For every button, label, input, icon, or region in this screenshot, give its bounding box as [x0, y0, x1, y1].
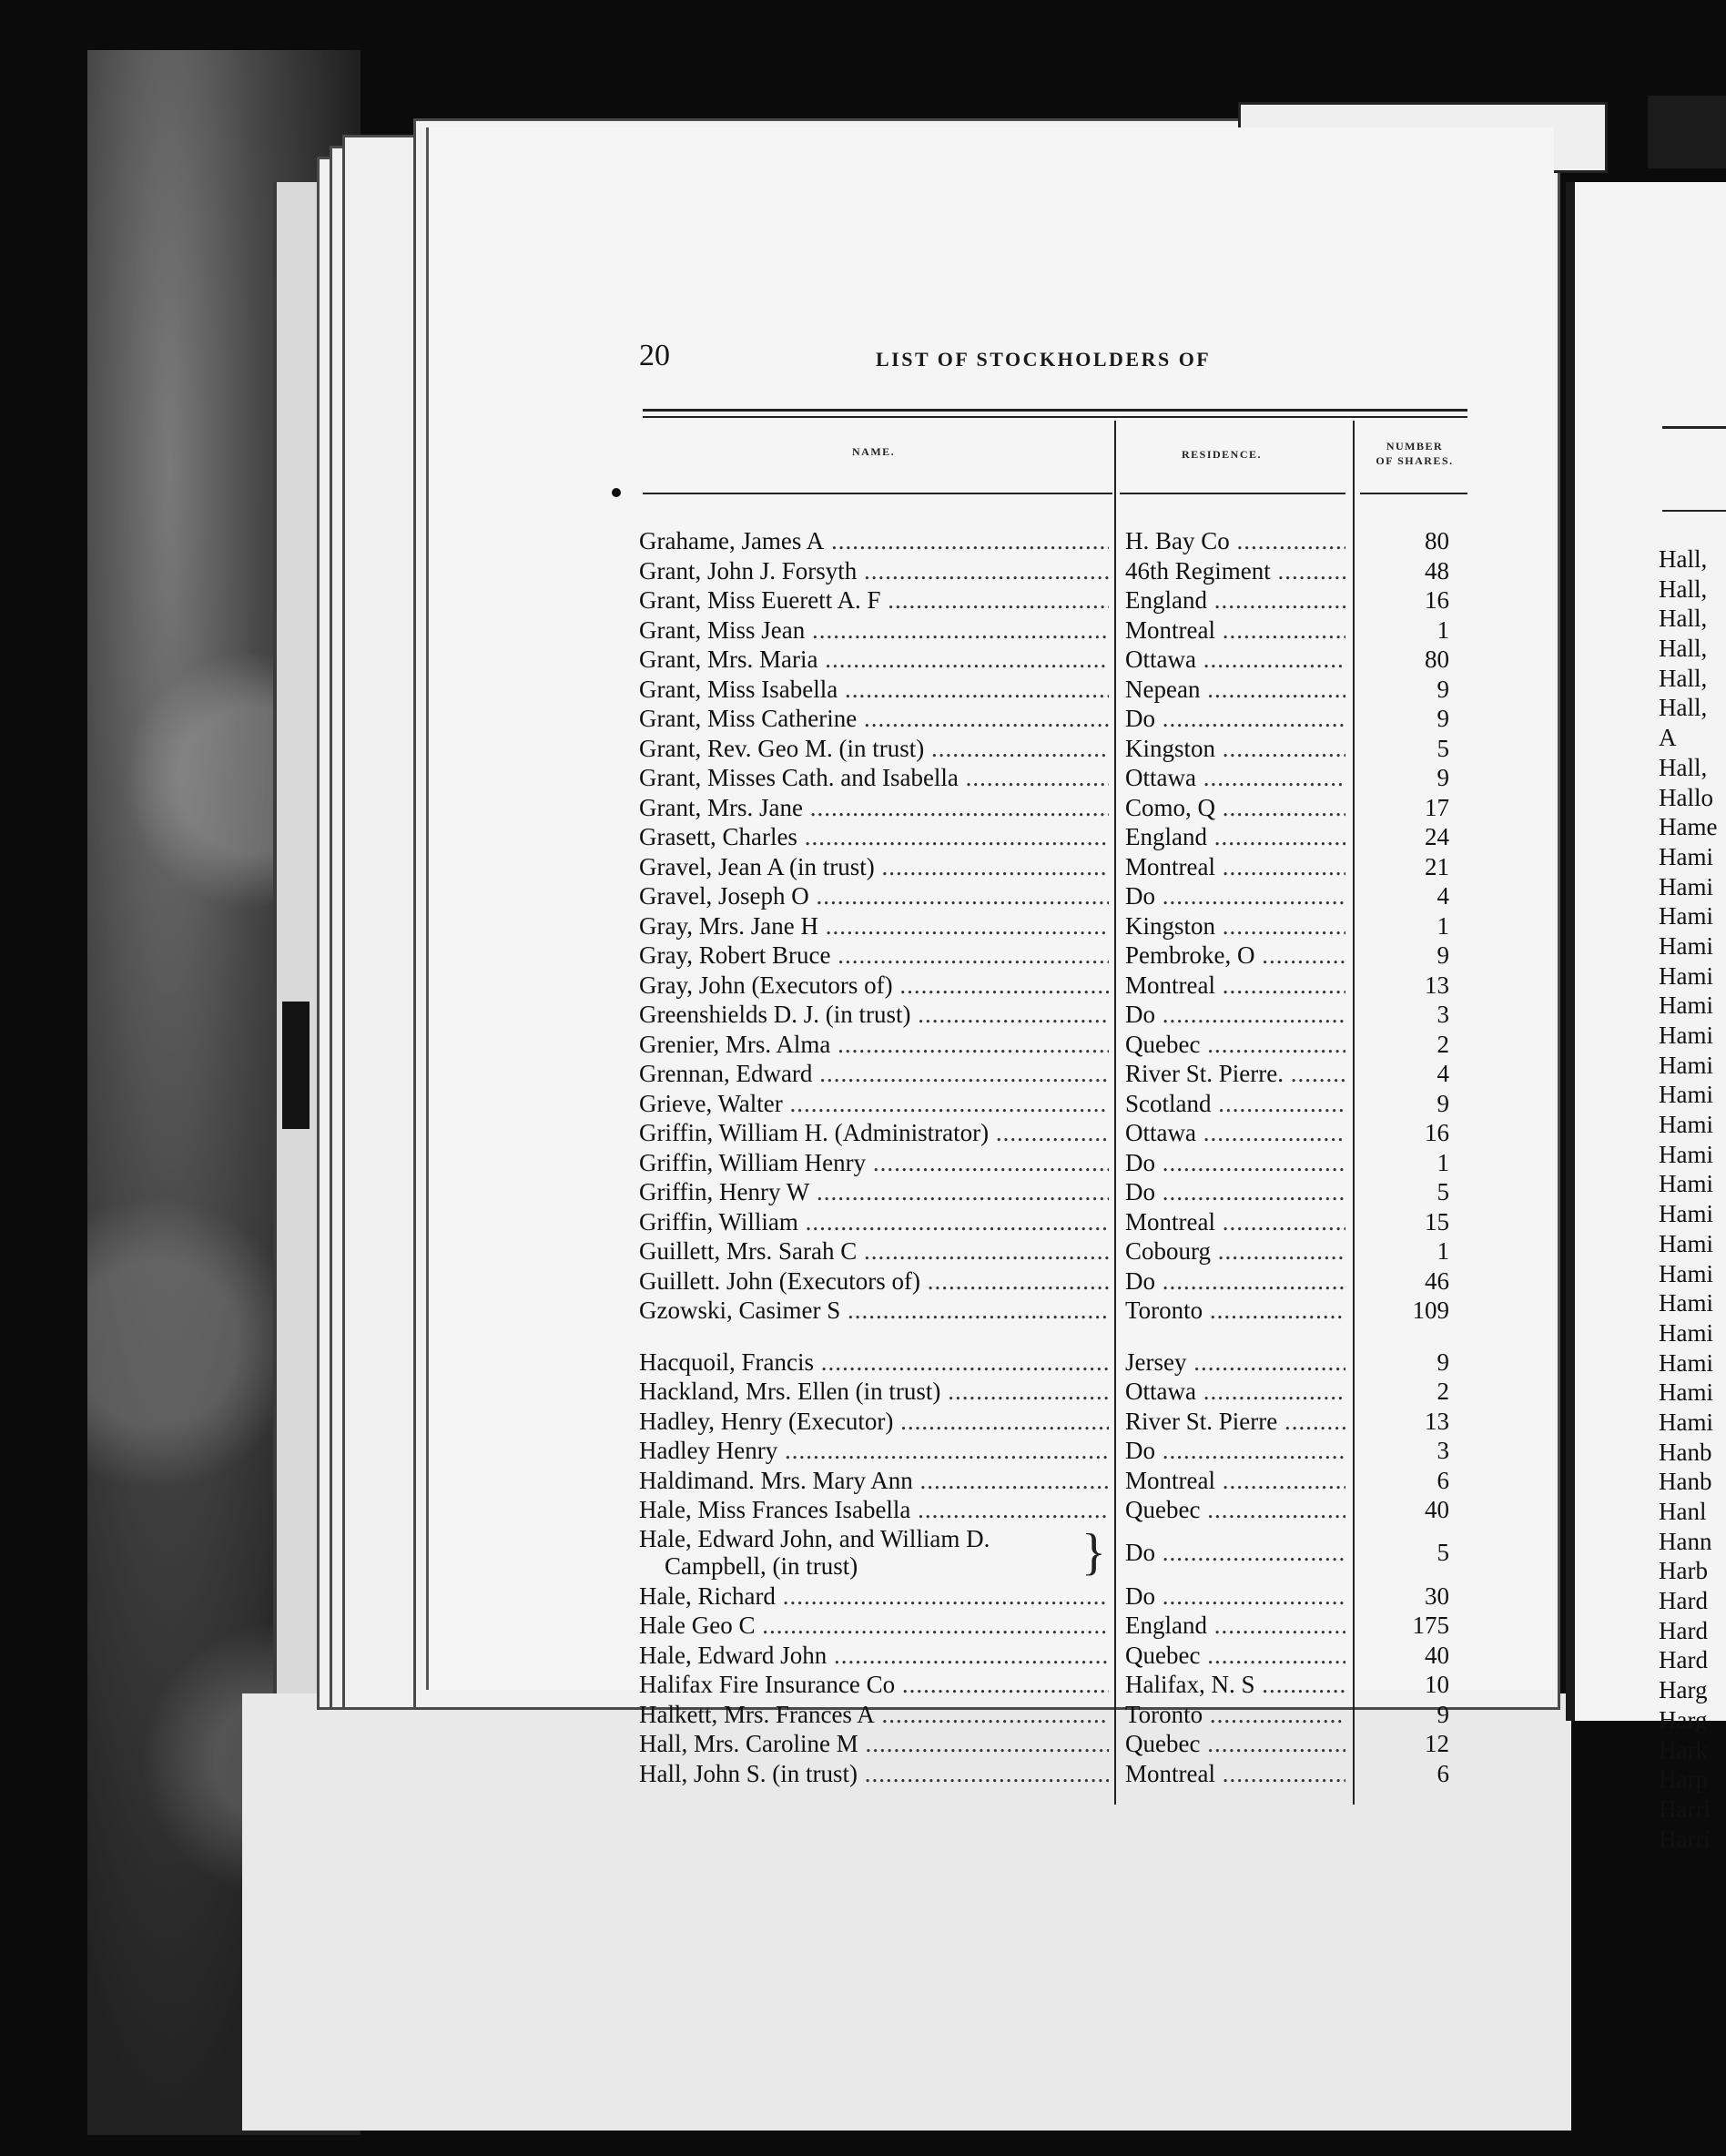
- stockholder-name: Grenier, Mrs. Alma .....: [639, 1030, 1109, 1060]
- table-row: [637, 1089, 1475, 1119]
- stockholder-shares: 9: [1437, 764, 1449, 791]
- facing-page-line: Hard: [1659, 1616, 1708, 1644]
- column-header-name: NAME.: [852, 445, 896, 458]
- stockholder-name: Grant, Miss Isabella .....: [639, 675, 1109, 705]
- stockholder-name: Hacquoil, Francis .....: [639, 1348, 1109, 1378]
- stockholder-shares: 9: [1437, 705, 1449, 732]
- facing-page-line: Hall,: [1659, 664, 1708, 692]
- table-row: [637, 1525, 1475, 1581]
- stockholder-residence: 46th Regiment .....: [1125, 556, 1345, 586]
- stockholder-residence: Ottawa .....: [1125, 1118, 1345, 1148]
- stockholder-residence: Do .....: [1125, 1581, 1345, 1612]
- stockholder-residence: Ottawa .....: [1125, 645, 1345, 675]
- facing-page-line: Hann: [1659, 1527, 1712, 1555]
- stockholder-name: Guillett. John (Executors of) .....: [639, 1266, 1109, 1297]
- stockholder-shares: 16: [1425, 586, 1449, 614]
- table-row: [637, 881, 1475, 911]
- stockholder-shares: 9: [1437, 941, 1449, 969]
- table-row: [637, 1495, 1475, 1525]
- stockholder-residence: River St. Pierre .....: [1125, 1407, 1345, 1437]
- facing-page-line: Hall,: [1659, 635, 1708, 663]
- stockholder-shares: 9: [1437, 1700, 1449, 1728]
- table-row: [637, 1000, 1475, 1030]
- stockholder-shares: 175: [1412, 1612, 1449, 1639]
- table-row: [637, 911, 1475, 941]
- stockholder-name: Gray, Robert Bruce .....: [639, 941, 1109, 971]
- stockholder-name: Griffin, Henry W .....: [639, 1177, 1109, 1207]
- column-header-shares: [1358, 439, 1471, 468]
- header-rule: [643, 409, 1467, 412]
- table-row: [637, 793, 1475, 823]
- stockholder-shares: 80: [1425, 646, 1449, 673]
- table-row: [637, 941, 1475, 971]
- stockholder-residence: England .....: [1125, 1611, 1345, 1641]
- stockholder-shares: 24: [1425, 823, 1449, 850]
- stockholder-name: Griffin, William H. (Administrator) .....: [639, 1118, 1109, 1148]
- stockholder-residence: England .....: [1125, 822, 1345, 852]
- facing-page-line: Hanl: [1659, 1498, 1707, 1525]
- stockholder-residence: Como, Q .....: [1125, 793, 1345, 823]
- stockholder-shares: 3: [1437, 1437, 1449, 1464]
- header-rule: [643, 416, 1467, 418]
- facing-page-line: Hami: [1659, 902, 1713, 931]
- stockholder-residence: Montreal .....: [1125, 1207, 1345, 1237]
- facing-page-rule: [1662, 426, 1726, 429]
- facing-page-line: Hami: [1659, 1111, 1713, 1139]
- column-rule: [1360, 493, 1467, 494]
- stockholder-residence: Scotland .....: [1125, 1089, 1345, 1119]
- stockholder-shares: 3: [1437, 1001, 1449, 1028]
- table-row: [637, 852, 1475, 882]
- stockholder-shares: 46: [1425, 1266, 1449, 1295]
- stockholder-residence: Do .....: [1125, 1000, 1345, 1030]
- stockholder-shares: 6: [1437, 1466, 1449, 1494]
- stockholder-residence: Pembroke, O .....: [1125, 941, 1345, 971]
- table-row: [637, 1296, 1475, 1326]
- stockholder-name: Gzowski, Casimer S .....: [639, 1296, 1109, 1326]
- facing-page-line: Hard: [1659, 1646, 1708, 1674]
- facing-page-line: Hami: [1659, 931, 1713, 960]
- table-row: [637, 1729, 1475, 1759]
- stockholder-residence: Kingston .....: [1125, 911, 1345, 941]
- table-row: [637, 1700, 1475, 1730]
- stockholder-name-line2: Campbell, (in trust): [665, 1551, 858, 1580]
- table-row: [637, 675, 1475, 705]
- stockholder-shares: 2: [1437, 1378, 1449, 1405]
- stockholder-name-line1: Hale, Edward John, and William D.: [639, 1524, 990, 1552]
- stockholder-name: Gray, John (Executors of) .....: [639, 971, 1109, 1001]
- facing-page-rule: [1662, 510, 1726, 512]
- stockholder-residence: Halifax, N. S .....: [1125, 1670, 1345, 1700]
- facing-page-line: Hami: [1659, 1200, 1713, 1228]
- facing-page-line: Hami: [1659, 842, 1713, 870]
- column-header-residence: RESIDENCE.: [1182, 448, 1263, 461]
- stockholder-residence: Montreal .....: [1125, 971, 1345, 1001]
- facing-page-line: Hanb: [1659, 1468, 1712, 1496]
- facing-page-line: Hallo: [1659, 783, 1713, 811]
- stockholder-name: Hale, Richard .....: [639, 1581, 1109, 1612]
- facing-page-line: Hark: [1659, 1735, 1708, 1764]
- facing-page-line: Hard: [1659, 1587, 1708, 1615]
- stockholder-name: Haldimand. Mrs. Mary Ann .....: [639, 1466, 1109, 1496]
- stockholder-name: Hadley, Henry (Executor) .....: [639, 1407, 1109, 1437]
- stockholder-shares: 4: [1437, 1060, 1449, 1087]
- facing-page-line: Hall,: [1659, 545, 1708, 573]
- brace-mark: }: [1081, 1523, 1106, 1581]
- stockholder-shares: 5: [1437, 734, 1449, 762]
- stockholder-residence: Quebec .....: [1125, 1030, 1345, 1060]
- stockholder-shares: 2: [1437, 1030, 1449, 1058]
- stockholder-residence: Nepean .....: [1125, 675, 1345, 705]
- stockholder-name: Greenshields D. J. (in trust) .....: [639, 1000, 1109, 1030]
- spine-notch: [282, 1002, 310, 1129]
- column-rule: [1120, 493, 1345, 494]
- facing-page-line: Harg: [1659, 1676, 1708, 1704]
- facing-page-line: Harg: [1659, 1705, 1708, 1734]
- stockholder-name: Hale, Edward John .....: [639, 1641, 1109, 1671]
- table-row: [637, 734, 1475, 764]
- table-row: [637, 1611, 1475, 1641]
- table-row: [637, 1466, 1475, 1496]
- stockholder-shares: 9: [1437, 1089, 1449, 1117]
- stockholder-residence: Kingston .....: [1125, 734, 1345, 764]
- stockholder-shares: 109: [1412, 1297, 1449, 1324]
- stockholder-name: Grennan, Edward .....: [639, 1059, 1109, 1089]
- table-row: [637, 1059, 1475, 1089]
- stockholder-residence: Do .....: [1125, 1177, 1345, 1207]
- facing-page-line: Hami: [1659, 992, 1713, 1020]
- facing-page-line: Hami: [1659, 1051, 1713, 1079]
- stockholder-name: Grasett, Charles .....: [639, 822, 1109, 852]
- facing-page-line: Hami: [1659, 1259, 1713, 1287]
- table-row: [637, 1759, 1475, 1789]
- stockholder-name: Griffin, William .....: [639, 1207, 1109, 1237]
- stockholder-name: Grant, Miss Jean .....: [639, 615, 1109, 646]
- stockholder-residence: Do .....: [1125, 1266, 1345, 1297]
- stockholder-residence: Quebec .....: [1125, 1641, 1345, 1671]
- stockholder-shares: 9: [1437, 675, 1449, 703]
- stockholder-residence: Montreal .....: [1125, 1759, 1345, 1789]
- stockholder-name: Halkett, Mrs. Frances A .....: [639, 1700, 1109, 1730]
- stockholder-residence: Toronto .....: [1125, 1296, 1345, 1326]
- facing-page-line: Hami: [1659, 1140, 1713, 1168]
- facing-page-line: Hanb: [1659, 1438, 1712, 1466]
- stockholder-shares: 30: [1425, 1581, 1449, 1610]
- stockholder-name: Hall, John S. (in trust) .....: [639, 1759, 1109, 1789]
- stockholder-name: Grant, Mrs. Maria .....: [639, 645, 1109, 675]
- facing-page-line: Hami: [1659, 961, 1713, 990]
- page-number: 20: [639, 339, 670, 372]
- facing-page-line: Harb: [1659, 1557, 1708, 1585]
- facing-page-line: Hami: [1659, 1170, 1713, 1198]
- table-row: [637, 1670, 1475, 1700]
- stockholder-name: Griffin, William Henry .....: [639, 1148, 1109, 1178]
- stockholder-shares: 40: [1425, 1496, 1449, 1523]
- stockholder-shares: 1: [1437, 1237, 1449, 1265]
- stockholder-residence: Montreal .....: [1125, 1466, 1345, 1496]
- table-row: [637, 971, 1475, 1001]
- stockholder-name: Grant, Miss Euerett A. F .....: [639, 585, 1109, 615]
- stockholder-shares: 80: [1425, 527, 1449, 554]
- stockholder-residence: England .....: [1125, 585, 1345, 615]
- facing-page-line: Hall,: [1659, 575, 1708, 603]
- stockholder-shares: 17: [1425, 793, 1449, 821]
- table-row: [637, 1030, 1475, 1060]
- stockholder-residence: River St. Pierre. .....: [1125, 1059, 1345, 1089]
- stockholder-shares: 40: [1425, 1641, 1449, 1669]
- facing-page-line: Hami: [1659, 1408, 1713, 1436]
- stockholder-table: [637, 526, 1475, 1788]
- facing-page-line: Harp: [1659, 1765, 1708, 1794]
- facing-page-line: Harri: [1659, 1795, 1711, 1823]
- stockholder-shares: 48: [1425, 556, 1449, 585]
- stockholder-shares: 1: [1437, 1148, 1449, 1176]
- ink-dot: [612, 488, 621, 497]
- stockholder-name: Grant, Miss Catherine .....: [639, 704, 1109, 734]
- stockholder-shares: 4: [1437, 882, 1449, 910]
- stockholder-shares: 1: [1437, 615, 1449, 644]
- stockholder-name: Grant, John J. Forsyth .....: [639, 556, 1109, 586]
- stockholder-shares: 6: [1437, 1759, 1449, 1787]
- stockholder-shares: 10: [1425, 1671, 1449, 1698]
- table-row: [637, 1118, 1475, 1148]
- table-row: [637, 1236, 1475, 1266]
- stockholder-residence: Ottawa .....: [1125, 763, 1345, 793]
- stockholder-shares: 16: [1425, 1119, 1449, 1146]
- facing-page-line: Hami: [1659, 1081, 1713, 1109]
- stockholder-name: Grahame, James A .....: [639, 526, 1109, 556]
- stockholder-name: Gravel, Joseph O .....: [639, 881, 1109, 911]
- scan-edge: [1648, 96, 1726, 168]
- stockholder-residence: Cobourg .....: [1125, 1236, 1345, 1266]
- table-row: [637, 585, 1475, 615]
- facing-page-line: A: [1659, 724, 1677, 752]
- facing-page-line: Hame: [1659, 813, 1718, 841]
- facing-page-line: Harri: [1659, 1825, 1711, 1853]
- facing-page-line: Hami: [1659, 1022, 1713, 1049]
- facing-page-line: Hami: [1659, 872, 1713, 900]
- stockholder-name: Grant, Misses Cath. and Isabella .....: [639, 763, 1109, 793]
- stockholder-residence: Jersey .....: [1125, 1348, 1345, 1378]
- stockholder-residence: Toronto .....: [1125, 1700, 1345, 1730]
- table-row: [637, 645, 1475, 675]
- stockholder-residence: Do .....: [1125, 704, 1345, 734]
- stockholder-name: Hackland, Mrs. Ellen (in trust) .....: [639, 1377, 1109, 1407]
- stockholder-name: Gravel, Jean A (in trust) .....: [639, 852, 1109, 882]
- stockholder-shares: 1: [1437, 911, 1449, 940]
- facing-page-line: Hall,: [1659, 694, 1708, 722]
- stockholder-shares: 15: [1425, 1207, 1449, 1236]
- stockholder-residence: Montreal .....: [1125, 615, 1345, 646]
- stockholder-shares: 13: [1425, 1407, 1449, 1435]
- stockholder-name: Guillett, Mrs. Sarah C .....: [639, 1236, 1109, 1266]
- stockholder-group-h2: [637, 1581, 1475, 1789]
- table-row: [637, 1436, 1475, 1466]
- table-row: [637, 822, 1475, 852]
- facing-page-line: Hami: [1659, 1229, 1713, 1257]
- stockholder-residence: H. Bay Co .....: [1125, 526, 1345, 556]
- stockholder-name: Grant, Rev. Geo M. (in trust) .....: [639, 734, 1109, 764]
- table-row: [637, 1148, 1475, 1178]
- table-row: [637, 1348, 1475, 1378]
- stockholder-name: Hadley Henry .....: [639, 1436, 1109, 1466]
- stockholder-shares: 9: [1437, 1348, 1449, 1376]
- stockholder-shares: 5: [1437, 1178, 1449, 1205]
- stockholder-name: [639, 1525, 1109, 1580]
- facing-page-line: Hami: [1659, 1289, 1713, 1317]
- table-row: [637, 615, 1475, 646]
- stockholder-residence: Quebec .....: [1125, 1495, 1345, 1525]
- stockholder-residence: Do .....: [1125, 1436, 1345, 1466]
- facing-page-text: [1659, 544, 1726, 1854]
- column-header-shares-line1: NUMBER: [1386, 440, 1444, 453]
- table-row: [637, 1266, 1475, 1297]
- stockholder-residence: Do .....: [1125, 881, 1345, 911]
- column-header-shares-line2: OF SHARES.: [1376, 454, 1454, 467]
- stockholder-shares: 12: [1425, 1730, 1449, 1757]
- stockholder-group-g: [637, 526, 1475, 1326]
- table-row: [637, 1377, 1475, 1407]
- stockholder-group-h: [637, 1348, 1475, 1525]
- stockholder-name: Grant, Mrs. Jane .....: [639, 793, 1109, 823]
- stockholder-residence: Ottawa .....: [1125, 1377, 1345, 1407]
- table-row: [637, 1581, 1475, 1612]
- facing-page-line: Hall,: [1659, 753, 1708, 781]
- facing-page-line: Hami: [1659, 1378, 1713, 1407]
- stockholder-residence: Montreal .....: [1125, 852, 1345, 882]
- table-row: [637, 704, 1475, 734]
- stockholder-shares: 13: [1425, 971, 1449, 999]
- table-row: [637, 1177, 1475, 1207]
- stockholder-residence: Quebec .....: [1125, 1729, 1345, 1759]
- stockholder-name: Gray, Mrs. Jane H .....: [639, 911, 1109, 941]
- stockholder-shares: 21: [1425, 852, 1449, 880]
- stockholder-name: Hall, Mrs. Caroline M .....: [639, 1729, 1109, 1759]
- facing-page-line: Hami: [1659, 1318, 1713, 1347]
- stockholder-residence: Do .....: [1125, 1538, 1345, 1568]
- facing-page-line: Hami: [1659, 1348, 1713, 1377]
- stockholder-name: Halifax Fire Insurance Co .....: [639, 1670, 1109, 1700]
- table-row: [637, 1207, 1475, 1237]
- stockholder-name: Hale, Miss Frances Isabella .....: [639, 1495, 1109, 1525]
- table-row: [637, 763, 1475, 793]
- table-row: [637, 1407, 1475, 1437]
- stockholder-residence: Do .....: [1125, 1148, 1345, 1178]
- column-rule: [643, 493, 1112, 494]
- table-row: [637, 1641, 1475, 1671]
- stockholder-shares: 5: [1437, 1538, 1449, 1566]
- stockholder-name: Hale Geo C .....: [639, 1611, 1109, 1641]
- table-row: [637, 556, 1475, 586]
- table-row: [637, 526, 1475, 556]
- facing-page-line: Hall,: [1659, 605, 1708, 633]
- page-title: LIST OF STOCKHOLDERS OF: [876, 348, 1212, 371]
- stockholder-name: Grieve, Walter .....: [639, 1089, 1109, 1119]
